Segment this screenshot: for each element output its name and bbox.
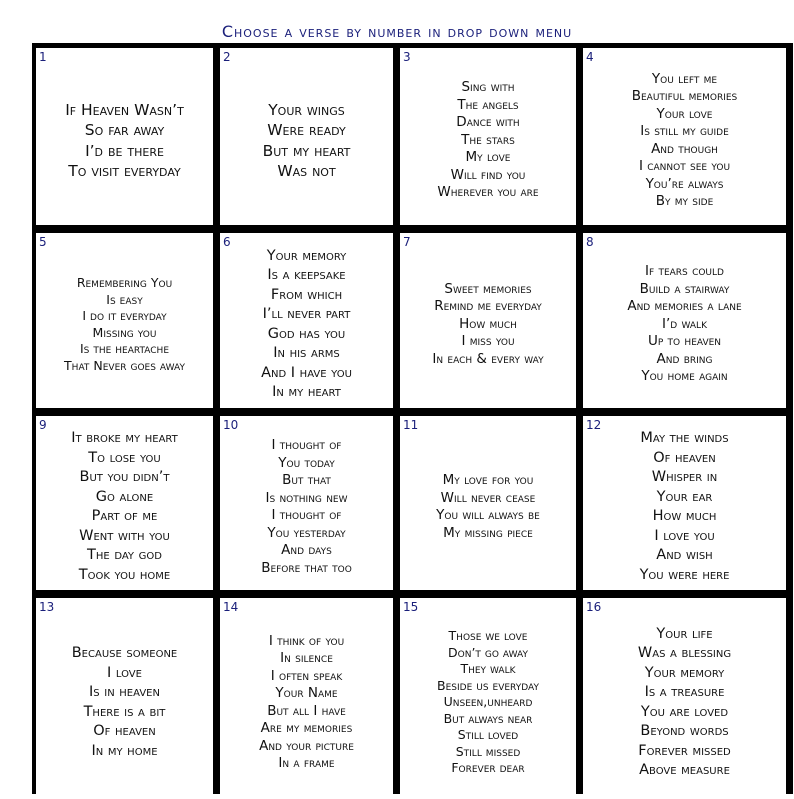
verse-option-10[interactable] [220,416,393,590]
verse-line: I thought of [271,437,342,453]
verse-line: Your love [656,105,713,122]
verse-line: Sing with [461,79,515,96]
verse-line: Of heaven [93,723,156,739]
verse-text [640,429,730,585]
verse-line: Your life [656,625,713,642]
verse-line: Build a stairway [639,280,730,297]
verse-line: Before that too [261,559,352,576]
verse-option-12[interactable] [583,416,786,590]
verse-line: How much [652,508,717,524]
verse-line: If Heaven Wasn’t [65,100,184,119]
verse-line: By my side [655,193,714,209]
verse-option-7[interactable] [400,233,576,408]
verse-line: It broke my heart [71,430,178,446]
verse-line: Will find you [450,166,526,183]
verse-line: You yesterday [267,524,346,541]
verse-line: Beside us everyday [437,677,539,693]
verse-line: There is a bit [83,703,166,720]
verse-number: 13 [39,600,55,614]
verse-option-16[interactable] [583,598,786,799]
verse-text [632,71,738,211]
verse-line: And memories a lane [627,298,742,315]
verse-line: And wish [656,547,713,563]
verse-option-4[interactable] [583,48,786,225]
verse-line: I miss you [461,333,515,350]
verse-text [64,275,185,374]
verse-number: 7 [403,235,411,249]
verse-line: Those we love [448,628,528,644]
verse-option-9[interactable] [36,416,213,590]
verse-line: And I have you [261,364,352,381]
verse-number: 10 [223,418,239,432]
verse-line: Wherever you are [437,184,539,201]
verse-number: 14 [223,600,239,614]
verse-line: I’d be there [85,141,164,160]
verse-option-2[interactable] [220,48,393,225]
verse-line: In his arms [273,345,340,361]
verse-line: Don’t go away [448,644,528,660]
verse-text [437,628,539,777]
verse-line: And your picture [259,737,354,754]
verse-text [263,100,351,182]
verse-line: How much [459,315,517,332]
verse-line: Still loved [457,727,519,743]
verse-option-6[interactable] [220,233,393,408]
verse-number: 12 [586,418,602,432]
verse-line: And bring [656,350,713,367]
verse-line: But all I have [267,702,346,719]
verse-line: My love for you [442,472,534,488]
verse-line: You’re always [645,175,724,192]
verse-line: In each & every way [432,350,544,367]
verse-line: Forever dear [451,760,525,776]
verse-line: But always near [443,710,533,726]
verse-line: Up to heaven [647,333,722,350]
verse-line: But that [282,472,331,488]
verse-line: To visit everyday [68,162,181,180]
verse-line: Is a keepsake [267,267,346,283]
verse-line: My love [465,149,511,166]
verse-line: Because someone [71,645,178,661]
verse-line: May the winds [640,430,729,446]
page-title: Choose a verse by number in drop down menu [221,22,573,41]
verse-option-14[interactable] [220,598,393,799]
verse-number: 3 [403,50,411,64]
verse-line: You will always be [436,507,540,523]
verse-option-15[interactable] [400,598,576,799]
verse-line: Forever missed [638,742,731,759]
verse-line: Went with you [79,527,170,544]
verse-line: I thought of [271,507,342,523]
verse-line: I cannot see you [638,158,731,174]
verse-grid [36,48,787,788]
verse-text [638,625,731,781]
verse-line: Are my memories [260,720,353,736]
verse-number: 2 [223,50,231,64]
verse-line: The day god [87,547,162,563]
verse-line: And days [281,542,332,558]
verse-line: They walk [460,661,516,677]
verse-line: Is a treasure [644,684,725,700]
verse-line: From which [270,286,343,303]
verse-line: But you didn’t [79,469,170,485]
verse-line: The angels [457,96,519,113]
verse-line: Of heaven [653,449,716,466]
verse-number: 4 [586,50,594,64]
verse-line: Your Name [275,685,338,701]
verse-line: That Never goes away [64,357,185,373]
verse-line: In a frame [278,755,335,771]
verse-option-5[interactable] [36,233,213,408]
verse-text [65,100,184,182]
verse-line: Missing you [92,324,157,340]
verse-line: You today [278,454,335,471]
verse-line: You are loved [640,703,729,720]
verse-line: Beautiful memories [631,88,738,104]
verse-text [259,633,354,773]
verse-line: I think of you [268,632,345,649]
verse-line: Sweet memories [444,280,532,297]
verse-line: Took you home [78,566,171,583]
verse-line: Is nothing new [265,489,348,506]
verse-text [261,247,352,403]
verse-text [627,263,741,386]
verse-option-11[interactable] [400,416,576,590]
verse-text [71,429,178,585]
verse-option-8[interactable] [583,233,786,408]
verse-line: Is easy [106,291,143,307]
verse-line: I do it everyday [82,308,167,323]
verse-option-3[interactable] [400,48,576,225]
verse-line: Unseen,unheard [443,694,533,710]
verse-line: You were here [639,566,730,583]
verse-line: Go alone [95,488,154,505]
verse-line: Remind me everyday [434,298,542,315]
verse-line: Dance with [456,114,520,131]
verse-option-13[interactable] [36,598,213,799]
verse-line: Still missed [455,743,521,759]
verse-line: In my heart [272,384,341,400]
verse-text [436,472,540,542]
verse-line: Beyond words [640,723,729,739]
verse-line: You home again [641,368,728,385]
verse-line: So far away [84,121,165,139]
verse-line: Your ear [656,488,713,505]
verse-line: Is in heaven [89,684,160,700]
verse-line: And though [651,140,718,157]
verse-line: I’d walk [662,315,707,332]
verse-line: In my home [91,742,158,759]
verse-line: But my heart [262,141,351,160]
verse-text [261,437,352,577]
verse-line: I’ll never part [262,306,351,322]
verse-line: In silence [280,650,333,666]
verse-line: Will never cease [440,489,536,506]
verse-line: I love [107,664,142,681]
verse-line: Was a blessing [637,645,732,661]
verse-line: Your memory [266,247,347,264]
verse-line: Above measure [639,762,730,778]
verse-line: Were ready [267,121,346,139]
verse-line: Remembering You [76,275,173,290]
verse-line: The stars [461,131,515,148]
verse-number: 1 [39,50,47,64]
verse-text [432,281,543,369]
verse-number: 16 [586,600,602,614]
verse-line: If tears could [645,263,724,280]
verse-line: Whisper in [651,469,718,485]
verse-number: 6 [223,235,231,249]
verse-line: Was not [277,162,336,180]
verse-number: 8 [586,235,594,249]
verse-text [437,79,538,202]
verse-line: My missing piece [443,524,533,541]
verse-line: You left me [651,70,718,87]
verse-line: Is still my guide [640,123,729,139]
verse-line: Your memory [644,664,725,681]
verse-number: 15 [403,600,419,614]
verse-line: Is the heartache [79,341,170,356]
verse-line: Your wings [268,100,345,119]
verse-line: To lose you [88,449,161,466]
verse-option-1[interactable] [36,48,213,225]
verse-text [72,644,178,761]
verse-board [32,43,793,794]
verse-number: 9 [39,418,47,432]
verse-line: Part of me [91,508,158,524]
verse-line: I love you [654,527,715,544]
verse-line: God has you [267,325,346,342]
verse-number: 5 [39,235,47,249]
verse-line: I often speak [270,667,343,684]
verse-number: 11 [403,418,419,432]
